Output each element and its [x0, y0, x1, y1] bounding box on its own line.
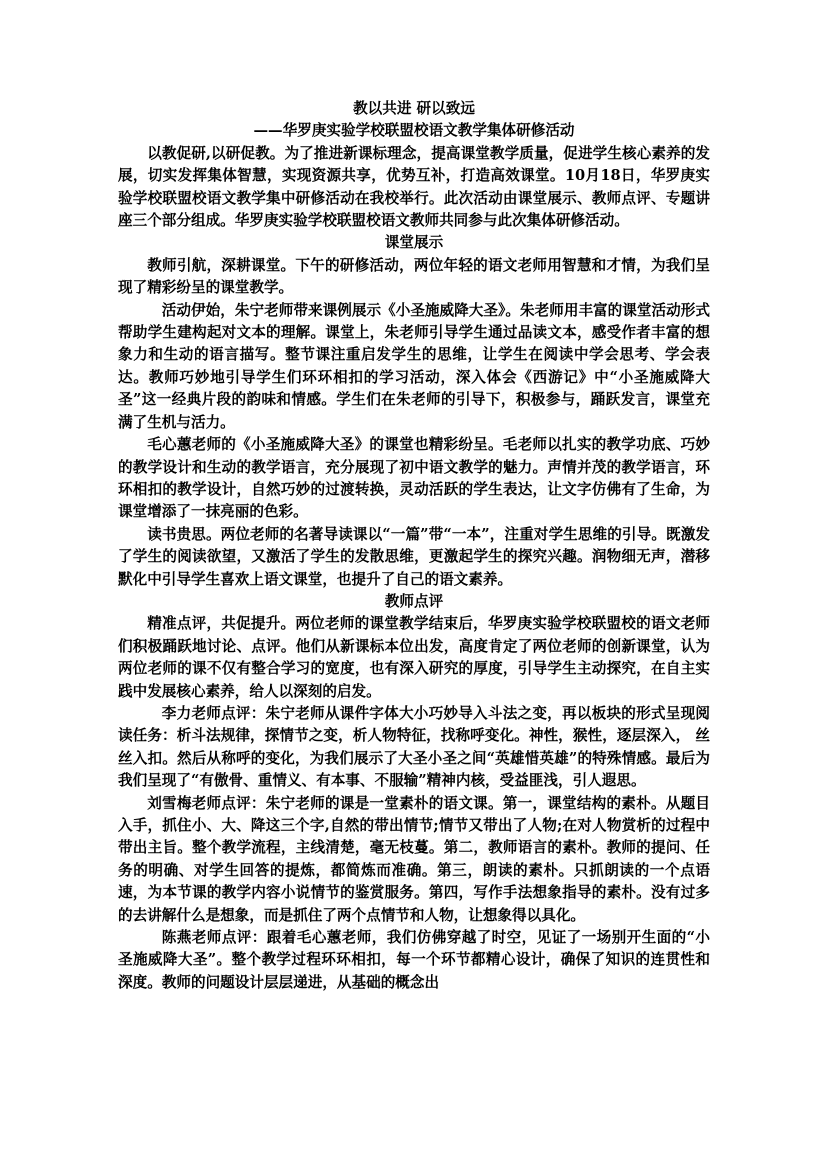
paragraph: 陈燕老师点评：跟着毛心蕙老师，我们仿佛穿越了时空，见证了一场别开生面的“小圣施威降大圣”。整个教学过程环环相扣，每一个环节都精心设计，确保了知识的连贯性和深度。教师的问题设计层层递进，从基础的概念出: [118, 929, 710, 991]
document-body: [118, 98, 710, 994]
paragraph: 刘雪梅老师点评：朱宁老师的课是一堂素朴的语文课。第一，课堂结构的素朴。从题目入手，抓住小、大、降这三个字,自然的带出情节;情节又带出了人物;在对人物赏析的过程中带出主旨。整个教学流程，主线清楚，毫无枝蔓。第二，教师语言的素朴。教师的提问、任务的明确、对学生回答的提炼，都简炼而准确。第三，朗读的素朴。只抓朗读的一个点语速，为本节课的教学内容小说情节的鉴赏服务。第四，写作手法想象指导的素朴。没有过多的去讲解什么是想象，而是抓住了两个点情节和人物，让想象得以具化。: [118, 794, 710, 924]
paragraph: 毛心蕙老师的《小圣施威降大圣》的课堂也精彩纷呈。毛老师以扎实的教学功底、巧妙的教学设计和生动的教学语言，充分展现了初中语文教学的魅力。声情并茂的教学语言，环环相扣的教学设计，自然巧妙的过渡转换，灵动活跃的学生表达，让文字仿佛有了生命，为课堂增添了一抹亮丽的色彩。: [118, 436, 710, 521]
paragraph: 教师引航，深耕课堂。下午的研修活动，两位年轻的语文老师用智慧和才情，为我们呈现了精彩纷呈的课堂教学。: [118, 256, 710, 297]
document-title: 教以共进 研以致远: [353, 100, 475, 117]
document-subtitle: ——华罗庚实验学校联盟校语文教学集体研修活动: [253, 122, 575, 140]
paragraph: 活动伊始，朱宁老师带来课例展示《小圣施威降大圣》。朱老师用丰富的课堂活动形式帮助学生建构起对文本的理解。课堂上，朱老师引导学生通过品读文本，感受作者丰富的想象力和生动的语言描写。整节课注重启发学生的思维，让学生在阅读中学会思考、学会表达。教师巧妙地引导学生们环环相扣的学习活动，深入体会《西游记》中“小圣施威降大圣”这一经典片段的韵味和情感。学生们在朱老师的引导下，积极参与，踊跃发言，课堂充满了生机与活力。: [118, 301, 710, 431]
section-heading-teacher-comments: 教师点评: [384, 592, 444, 610]
intro-paragraph: 以教促研,以研促教。为了推进新课标理念，提高课堂教学质量，促进学生核心素养的发展，切实发挥集体智慧，实现资源共享，优势互补，打造高效课堂。10月18日，华罗庚实验学校联盟校语文教学集中研修活动在我校举行。此次活动由课堂展示、教师点评、专题讲座三个部分组成。华罗庚实验学校联盟校语文教师共同参与此次集体研修活动。: [118, 144, 710, 230]
paragraph: 读书贵思。两位老师的名著导读课以“一篇”带“一本”，注重对学生思维的引导。既激发了学生的阅读欲望，又激活了学生的发散思维，更激起学生的探究兴趣。润物细无声，潜移默化中引导学生喜欢上语文课堂，也提升了自己的语文素养。: [118, 525, 710, 588]
paragraph: 李力老师点评：朱宁老师从课件字体大小巧妙导入斗法之变，再以板块的形式呈现阅读任务：析斗法规律，探情节之变，析人物特征，找称呼变化。神性，猴性，逐层深入， 丝丝入扣。然后从称呼的变化，为我们展示了大圣小圣之间“英雄惜英雄”的特殊情感。最后为我们呈现了“有傲骨、重情义、有本事、不服输”精神内核，受益匪浅，引人遐思。: [118, 704, 710, 790]
paragraph: 精准点评，共促提升。两位老师的课堂教学结束后，华罗庚实验学校联盟校的语文老师们积极踊跃地讨论、点评。他们从新课标本位出发，高度肯定了两位老师的创新课堂，认为两位老师的课不仅有整合学习的宽度，也有深入研究的厚度，引导学生主动探究，在自主实践中发展核心素养，给人以深刻的启发。: [118, 615, 710, 700]
section-heading-classroom-display: 课堂展示: [384, 234, 444, 252]
